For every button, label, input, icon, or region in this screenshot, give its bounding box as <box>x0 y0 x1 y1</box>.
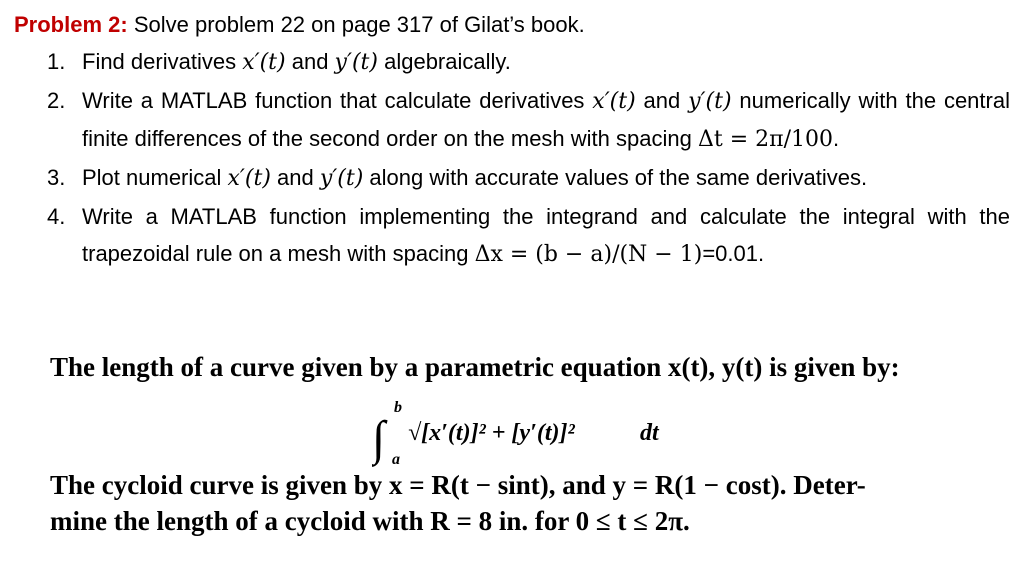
integrand: √[x′(t)]² + [y′(t)]² <box>408 420 575 446</box>
task-item-3 <box>0 159 1010 197</box>
math-expression: x′(t) <box>227 166 271 191</box>
problem-heading <box>14 10 585 40</box>
task-item-1 <box>0 43 1010 81</box>
math-expression: y′(t) <box>688 89 732 114</box>
task-text: Plot numerical <box>82 165 228 190</box>
cycloid-line-2: mine the length of a cycloid with R = 8 in. for 0 ≤ t ≤ 2π. <box>50 506 690 536</box>
math-expression: y′(t) <box>319 166 364 191</box>
task-item-4 <box>0 198 1010 273</box>
task-text: Write a MATLAB function that calculate derivatives <box>82 88 593 113</box>
task-number: 2. <box>47 88 66 113</box>
math-expression: Δt = 2π/100 <box>697 127 833 152</box>
task-number: 4. <box>47 204 66 229</box>
task-text: and <box>270 165 320 190</box>
integral-dt: dt <box>640 420 659 446</box>
integral-sign: ∫ <box>372 412 386 465</box>
integral-lower-limit: a <box>392 451 400 468</box>
task-text: =0.01. <box>702 241 765 266</box>
task-list <box>0 43 1010 274</box>
task-text: and <box>285 49 335 74</box>
task-text: Write a MATLAB function implementing the integrand and calculate the integral with the trapezoidal rule on a mesh with spacing <box>82 204 1010 266</box>
integral-upper-limit: b <box>394 399 402 416</box>
problem-text: Solve problem 22 on page 317 of Gilat’s book. <box>133 12 585 37</box>
task-number: 1. <box>47 49 66 74</box>
task-text: along with accurate values of the same derivatives. <box>363 165 868 190</box>
book-intro-line: The length of a curve given by a parametric equation x(t), y(t) is given by: <box>50 352 900 382</box>
math-expression: y′(t) <box>334 50 378 75</box>
task-text: Find derivatives <box>82 49 243 74</box>
math-expression: x′(t) <box>242 50 286 75</box>
task-number: 3. <box>47 165 66 190</box>
task-text: and <box>635 88 689 113</box>
task-text: algebraically. <box>377 49 511 74</box>
math-expression: Δx = (b − a)/(N − 1) <box>474 242 703 267</box>
task-item-2 <box>0 82 1010 158</box>
integral-formula <box>372 398 692 468</box>
math-expression: x′(t) <box>592 89 636 114</box>
task-text: numerically with the central finite differences of the second order on the mesh with spacing <box>82 88 1010 151</box>
problem-label: Problem 2: <box>14 12 128 37</box>
cycloid-line-1: The cycloid curve is given by x = R(t − sint), and y = R(1 − cost). Deter- <box>50 470 866 500</box>
task-text: . <box>832 126 840 151</box>
